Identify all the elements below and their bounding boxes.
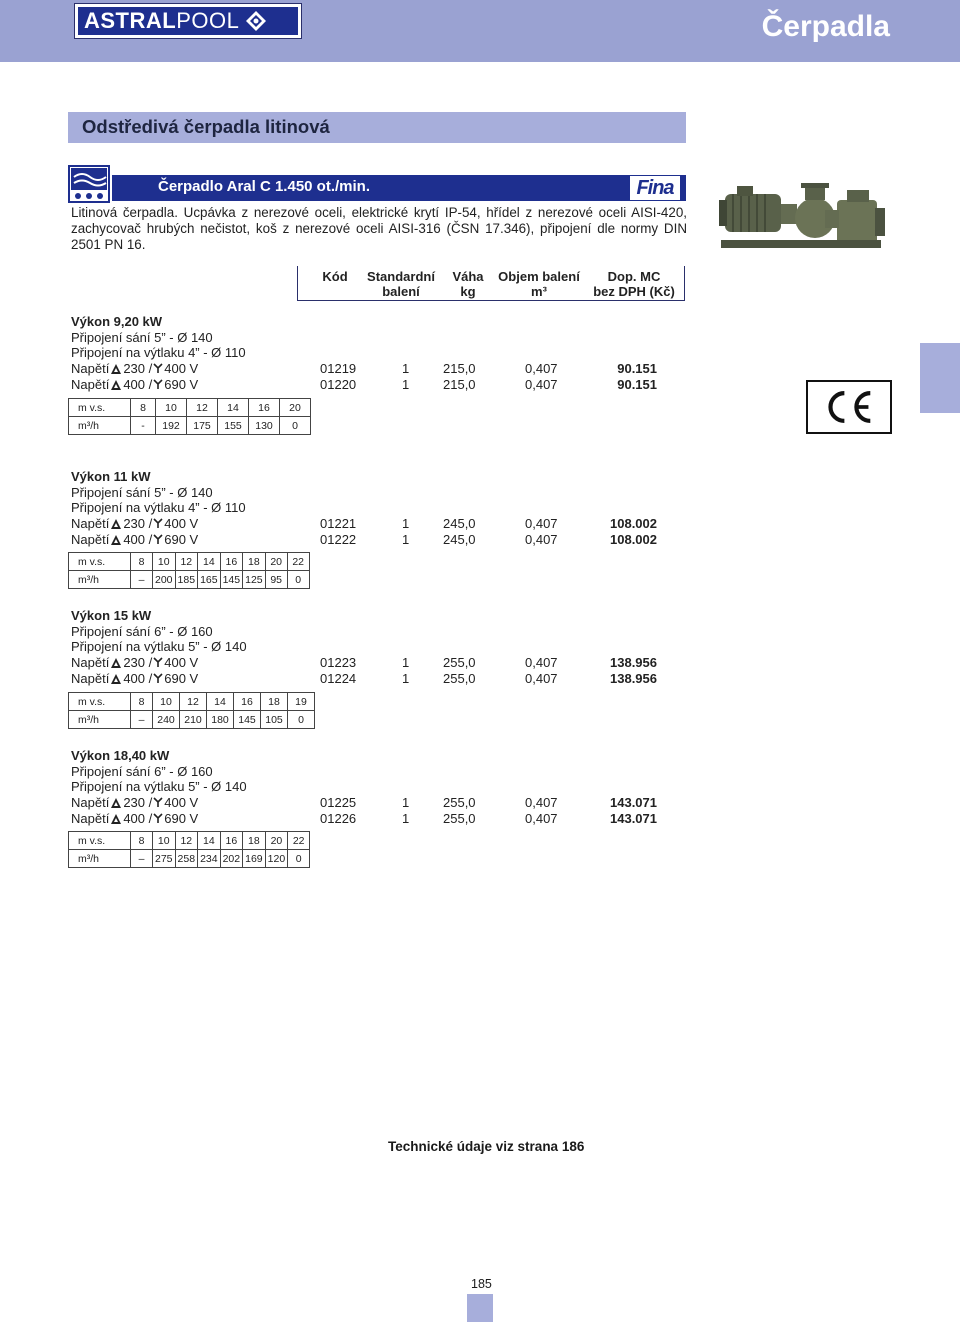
price: 108.002: [610, 532, 657, 547]
astralpool-logo: [74, 3, 302, 39]
flow-cell: 185: [175, 571, 198, 589]
flow-cell: -: [131, 417, 156, 435]
price-table-header: [297, 266, 685, 301]
flow-table: [68, 692, 315, 729]
weight: 215,0: [443, 377, 476, 392]
article-code: 01219: [320, 361, 357, 376]
flow-cell: 105: [261, 711, 288, 729]
head-cell: 18: [243, 553, 266, 571]
col-standard: Standardní: [367, 269, 435, 284]
star-connection-icon: [153, 363, 163, 374]
delta-connection-icon: [111, 798, 121, 808]
voltage-star: 400 V: [164, 655, 199, 670]
voltage-line: [71, 655, 198, 671]
col-standard-sub: balení: [382, 284, 420, 299]
head-cell: 16: [220, 832, 243, 850]
head-row: [69, 693, 315, 711]
flow-cell: 192: [156, 417, 187, 435]
flow-cell: 202: [220, 850, 243, 868]
head-cell: 20: [280, 399, 311, 417]
head-cell: 16: [249, 399, 280, 417]
col-objem-sub: m³: [531, 284, 547, 299]
voltage-delta: 400 /: [123, 811, 153, 826]
head-cell: 14: [198, 553, 221, 571]
voltage-label: Napětí: [71, 671, 110, 686]
weight: 255,0: [443, 655, 476, 670]
discharge-connection: Připojení na výtlaku 5” - Ø 140: [71, 779, 247, 794]
head-cell: 16: [220, 553, 243, 571]
suction-connection: Připojení sání 6” - Ø 160: [71, 764, 213, 779]
power-rating: Výkon 18,40 kW: [71, 748, 170, 763]
flow-table: [68, 831, 310, 868]
pack-volume: 0,407: [525, 361, 558, 376]
price: 90.151: [617, 377, 657, 392]
star-connection-icon: [153, 534, 163, 545]
voltage-label: Napětí: [71, 655, 110, 670]
flow-cell: 145: [234, 711, 261, 729]
power-rating: Výkon 11 kW: [71, 469, 151, 484]
col-objem: Objem balení: [498, 269, 580, 284]
head-cell: 8: [131, 399, 156, 417]
head-cell: 12: [187, 399, 218, 417]
weight: 255,0: [443, 795, 476, 810]
voltage-label: Napětí: [71, 795, 110, 810]
power-rating: Výkon 9,20 kW: [71, 314, 163, 329]
voltage-delta: 230 /: [123, 361, 153, 376]
suction-connection: Připojení sání 5” - Ø 140: [71, 485, 213, 500]
voltage-line: [71, 361, 198, 377]
weight: 245,0: [443, 516, 476, 531]
flow-row-label: m³/h: [69, 850, 131, 868]
product-description: Litinová čerpadla. Ucpávka z nerezové oceli, elektrické krytí IP-54, hřídel z nerezové oceli AISI-420, zachycovač hrubých nečistot, koš z nerezové oceli AISI-316 (ČSN 17.346), připojení dle normy DIN 2501 PN 16.: [71, 205, 687, 252]
head-cell: 22: [288, 832, 310, 850]
head-row: [69, 832, 310, 850]
col-kod: Kód: [322, 269, 348, 284]
flow-cell: 0: [280, 417, 311, 435]
star-connection-icon: [153, 518, 163, 529]
price: 108.002: [610, 516, 657, 531]
standard-pack: 1: [402, 532, 410, 547]
flow-cell: 180: [207, 711, 234, 729]
standard-pack: 1: [402, 516, 410, 531]
suction-connection: Připojení sání 6” - Ø 160: [71, 624, 213, 639]
head-row-label: m v.s.: [69, 693, 131, 711]
head-row: [69, 399, 311, 417]
voltage-star: 690 V: [164, 532, 199, 547]
discharge-connection: Připojení na výtlaku 4” - Ø 110: [71, 345, 246, 360]
head-cell: 18: [243, 832, 266, 850]
voltage-star: 690 V: [164, 671, 199, 686]
voltage-delta: 230 /: [123, 516, 153, 531]
flow-cell: 169: [243, 850, 266, 868]
flow-row: [69, 417, 311, 435]
article-code: 01223: [320, 655, 357, 670]
voltage-line: [71, 516, 198, 532]
brand-badge: Fina: [624, 176, 680, 200]
voltage-star: 690 V: [164, 811, 199, 826]
flow-cell: 165: [198, 571, 221, 589]
flow-row: [69, 850, 310, 868]
flow-cell: 125: [243, 571, 266, 589]
ce-mark-icon: [806, 380, 892, 434]
delta-connection-icon: [111, 380, 121, 390]
flow-cell: –: [131, 850, 153, 868]
head-cell: 14: [218, 399, 249, 417]
head-cell: 10: [156, 399, 187, 417]
delta-connection-icon: [111, 814, 121, 824]
standard-pack: 1: [402, 811, 410, 826]
head-row-label: m v.s.: [69, 832, 131, 850]
standard-pack: 1: [402, 377, 410, 392]
voltage-label: Napětí: [71, 361, 110, 376]
flow-cell: –: [131, 571, 153, 589]
article-code: 01225: [320, 795, 357, 810]
standard-pack: 1: [402, 671, 410, 686]
voltage-delta: 400 /: [123, 671, 153, 686]
star-connection-icon: [153, 379, 163, 390]
page-number-box: [467, 1294, 493, 1322]
discharge-connection: Připojení na výtlaku 4” - Ø 110: [71, 500, 246, 515]
head-cell: 8: [131, 553, 153, 571]
head-cell: 10: [153, 553, 176, 571]
page-number: 185: [471, 1277, 492, 1291]
head-cell: 10: [153, 693, 180, 711]
voltage-star: 690 V: [164, 377, 199, 392]
head-cell: 12: [175, 832, 198, 850]
voltage-delta: 400 /: [123, 532, 153, 547]
delta-connection-icon: [111, 535, 121, 545]
head-cell: 16: [234, 693, 261, 711]
flow-cell: 210: [180, 711, 207, 729]
flow-cell: 175: [187, 417, 218, 435]
article-code: 01224: [320, 671, 357, 686]
discharge-connection: Připojení na výtlaku 5” - Ø 140: [71, 639, 247, 654]
head-row-label: m v.s.: [69, 553, 131, 571]
article-code: 01222: [320, 532, 357, 547]
article-code: 01221: [320, 516, 357, 531]
star-connection-icon: [153, 657, 163, 668]
logo-text-bold: ASTRAL: [84, 8, 177, 33]
col-price: Dop. MC: [607, 269, 661, 284]
flow-cell: 0: [287, 571, 309, 589]
logo-diamond-icon: [245, 10, 267, 32]
section-title: Odstředivá čerpadla litinová: [82, 116, 330, 137]
price: 143.071: [610, 795, 657, 810]
standard-pack: 1: [402, 361, 410, 376]
page-title: Čerpadla: [761, 10, 890, 43]
weight: 215,0: [443, 361, 476, 376]
flow-table: [68, 552, 310, 589]
pack-volume: 0,407: [525, 671, 558, 686]
flow-cell: 200: [153, 571, 176, 589]
weight: 245,0: [443, 532, 476, 547]
pack-volume: 0,407: [525, 655, 558, 670]
flow-row-label: m³/h: [69, 417, 131, 435]
pack-volume: 0,407: [525, 811, 558, 826]
voltage-line: [71, 532, 198, 548]
voltage-delta: 230 /: [123, 655, 153, 670]
standard-pack: 1: [402, 655, 410, 670]
pack-volume: 0,407: [525, 532, 558, 547]
flow-row: [69, 571, 310, 589]
pump-image: [707, 180, 894, 262]
weight: 255,0: [443, 671, 476, 686]
col-price-sub: bez DPH (Kč): [593, 284, 675, 299]
price: 143.071: [610, 811, 657, 826]
standard-pack: 1: [402, 795, 410, 810]
delta-connection-icon: [111, 658, 121, 668]
technical-data-note: Technické údaje viz strana 186: [388, 1139, 585, 1154]
flow-row-label: m³/h: [69, 711, 131, 729]
pack-volume: 0,407: [525, 795, 558, 810]
product-title: Čerpadlo Aral C 1.450 ot./min.: [158, 178, 370, 195]
flow-cell: 234: [198, 850, 221, 868]
flow-row: [69, 711, 315, 729]
flow-cell: 155: [218, 417, 249, 435]
col-vaha: Váha: [452, 269, 484, 284]
flow-cell: 258: [175, 850, 198, 868]
voltage-star: 400 V: [164, 795, 199, 810]
flow-cell: 120: [265, 850, 288, 868]
price: 138.956: [610, 655, 657, 670]
price: 138.956: [610, 671, 657, 686]
pool-pump-icon: [68, 165, 110, 203]
head-cell: 12: [180, 693, 207, 711]
star-connection-icon: [153, 813, 163, 824]
head-cell: 8: [131, 832, 153, 850]
head-cell: 8: [131, 693, 153, 711]
pack-volume: 0,407: [525, 516, 558, 531]
flow-table: [68, 398, 311, 435]
head-cell: 14: [207, 693, 234, 711]
power-rating: Výkon 15 kW: [71, 608, 152, 623]
pack-volume: 0,407: [525, 377, 558, 392]
weight: 255,0: [443, 811, 476, 826]
flow-cell: 130: [249, 417, 280, 435]
voltage-star: 400 V: [164, 516, 199, 531]
voltage-label: Napětí: [71, 377, 110, 392]
head-row: [69, 553, 310, 571]
head-cell: 12: [175, 553, 198, 571]
voltage-label: Napětí: [71, 811, 110, 826]
flow-cell: 95: [265, 571, 287, 589]
flow-cell: 0: [288, 850, 310, 868]
price: 90.151: [617, 361, 657, 376]
voltage-line: [71, 671, 198, 687]
delta-connection-icon: [111, 674, 121, 684]
flow-cell: 240: [153, 711, 180, 729]
head-cell: 20: [265, 832, 288, 850]
voltage-label: Napětí: [71, 516, 110, 531]
logo-text-light: POOL: [176, 8, 240, 33]
voltage-delta: 230 /: [123, 795, 153, 810]
star-connection-icon: [153, 797, 163, 808]
voltage-delta: 400 /: [123, 377, 153, 392]
head-row-label: m v.s.: [69, 399, 131, 417]
voltage-label: Napětí: [71, 532, 110, 547]
voltage-line: [71, 377, 198, 393]
col-vaha-sub: kg: [460, 284, 476, 299]
head-cell: 14: [198, 832, 221, 850]
article-code: 01220: [320, 377, 357, 392]
flow-row-label: m³/h: [69, 571, 131, 589]
flow-cell: 0: [288, 711, 315, 729]
flow-cell: 275: [153, 850, 176, 868]
voltage-star: 400 V: [164, 361, 199, 376]
voltage-line: [71, 811, 198, 827]
head-cell: 19: [288, 693, 315, 711]
star-connection-icon: [153, 673, 163, 684]
delta-connection-icon: [111, 364, 121, 374]
side-tab: [920, 343, 960, 413]
head-cell: 18: [261, 693, 288, 711]
suction-connection: Připojení sání 5” - Ø 140: [71, 330, 213, 345]
flow-cell: –: [131, 711, 153, 729]
voltage-line: [71, 795, 198, 811]
delta-connection-icon: [111, 519, 121, 529]
flow-cell: 145: [220, 571, 243, 589]
head-cell: 10: [153, 832, 176, 850]
head-cell: 20: [265, 553, 287, 571]
head-cell: 22: [287, 553, 309, 571]
article-code: 01226: [320, 811, 357, 826]
